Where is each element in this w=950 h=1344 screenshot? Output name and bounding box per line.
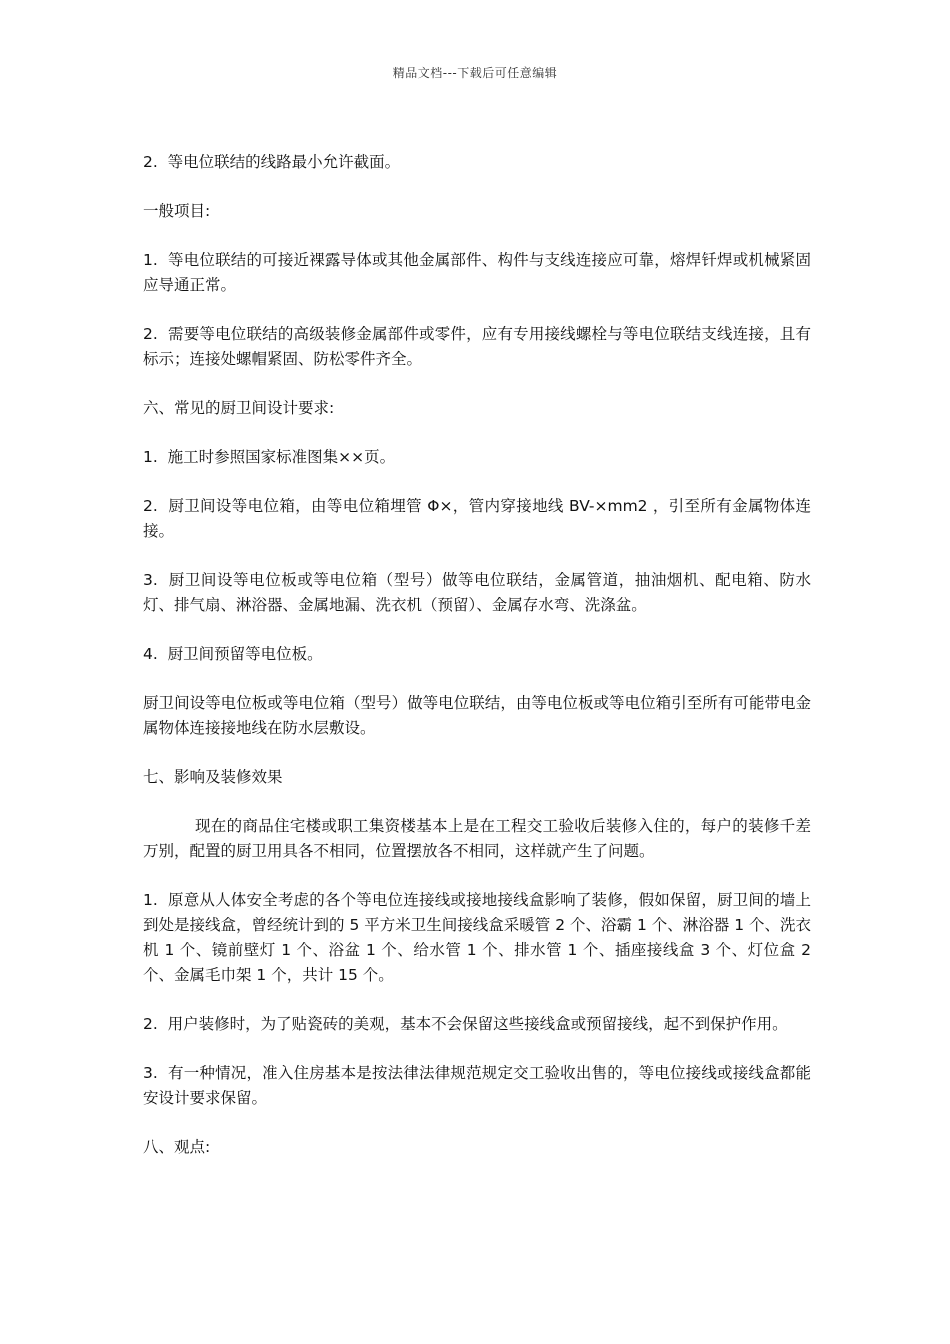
paragraph-req-4: 4. 厨卫间预留等电位板。 <box>143 645 323 663</box>
paragraph-req-3: 3. 厨卫间设等电位板或等电位箱（型号）做等电位联结，金属管道，抽油烟机、配电箱、防水灯、排气扇、淋浴器、金属地漏、洗衣机（预留）、金属存水弯、洗涤盆。 <box>143 571 811 614</box>
document-body <box>143 150 816 1184</box>
section-heading-8: 八、观点: <box>143 1138 211 1156</box>
section-heading-7: 七、影响及装修效果 <box>143 768 283 786</box>
section-heading-6: 六、常见的厨卫间设计要求: <box>143 399 335 417</box>
paragraph-req-1: 1. 施工时参照国家标准图集××页。 <box>143 448 396 466</box>
paragraph-item-2-decoration: 2. 需要等电位联结的高级装修金属部件或零件，应有专用接线螺栓与等电位联结支线连接，且有标示；连接处螺帽紧固、防松零件齐全。 <box>143 325 811 368</box>
paragraph-req-summary: 厨卫间设等电位板或等电位箱（型号）做等电位联结，由等电位板或等电位箱引至所有可能带电金属物体连接接地线在防水层敷设。 <box>143 694 811 737</box>
paragraph-item-1-connection: 1. 等电位联结的可接近裸露导体或其他金属部件、构件与支线连接应可靠，熔焊钎焊或机械紧固应导通正常。 <box>143 251 811 294</box>
paragraph-req-2: 2. 厨卫间设等电位箱，由等电位箱埋管 Φ×，管内穿接地线 BV-×mm2 ，引至所有金属物体连接。 <box>143 497 811 540</box>
paragraph-item-2-cross-section: 2. 等电位联结的线路最小允许截面。 <box>143 153 401 171</box>
heading-general-items: 一般项目: <box>143 202 211 220</box>
paragraph-effect-3: 3. 有一种情况，准入住房基本是按法律法律规范规定交工验收出售的，等电位接线或接线盒都能安设计要求保留。 <box>143 1064 811 1107</box>
page-header: 精品文档---下载后可任意编辑 <box>392 66 558 80</box>
paragraph-intro-problem: 现在的商品住宅楼或职工集资楼基本上是在工程交工验收后装修入住的，每户的装修千差万别，配置的厨卫用具各不相同，位置摆放各不相同，这样就产生了问题。 <box>143 817 811 860</box>
paragraph-effect-1: 1. 原意从人体安全考虑的各个等电位连接线或接地接线盒影响了装修，假如保留，厨卫间的墙上到处是接线盒，曾经统计到的 5 平方米卫生间接线盒采暖管 2 个、浴霸 1 个、淋浴器 1 个、洗衣机 1 个、镜前壁灯 1 个、浴盆 1 个、给水管 1 个、排水管 1 个、插座接线盒 3 个、灯位盒 2 个、金属毛巾架 1 个，共计 15 个。 <box>143 891 816 984</box>
paragraph-effect-2: 2. 用户装修时，为了贴瓷砖的美观，基本不会保留这些接线盒或预留接线，起不到保护作用。 <box>143 1015 788 1033</box>
